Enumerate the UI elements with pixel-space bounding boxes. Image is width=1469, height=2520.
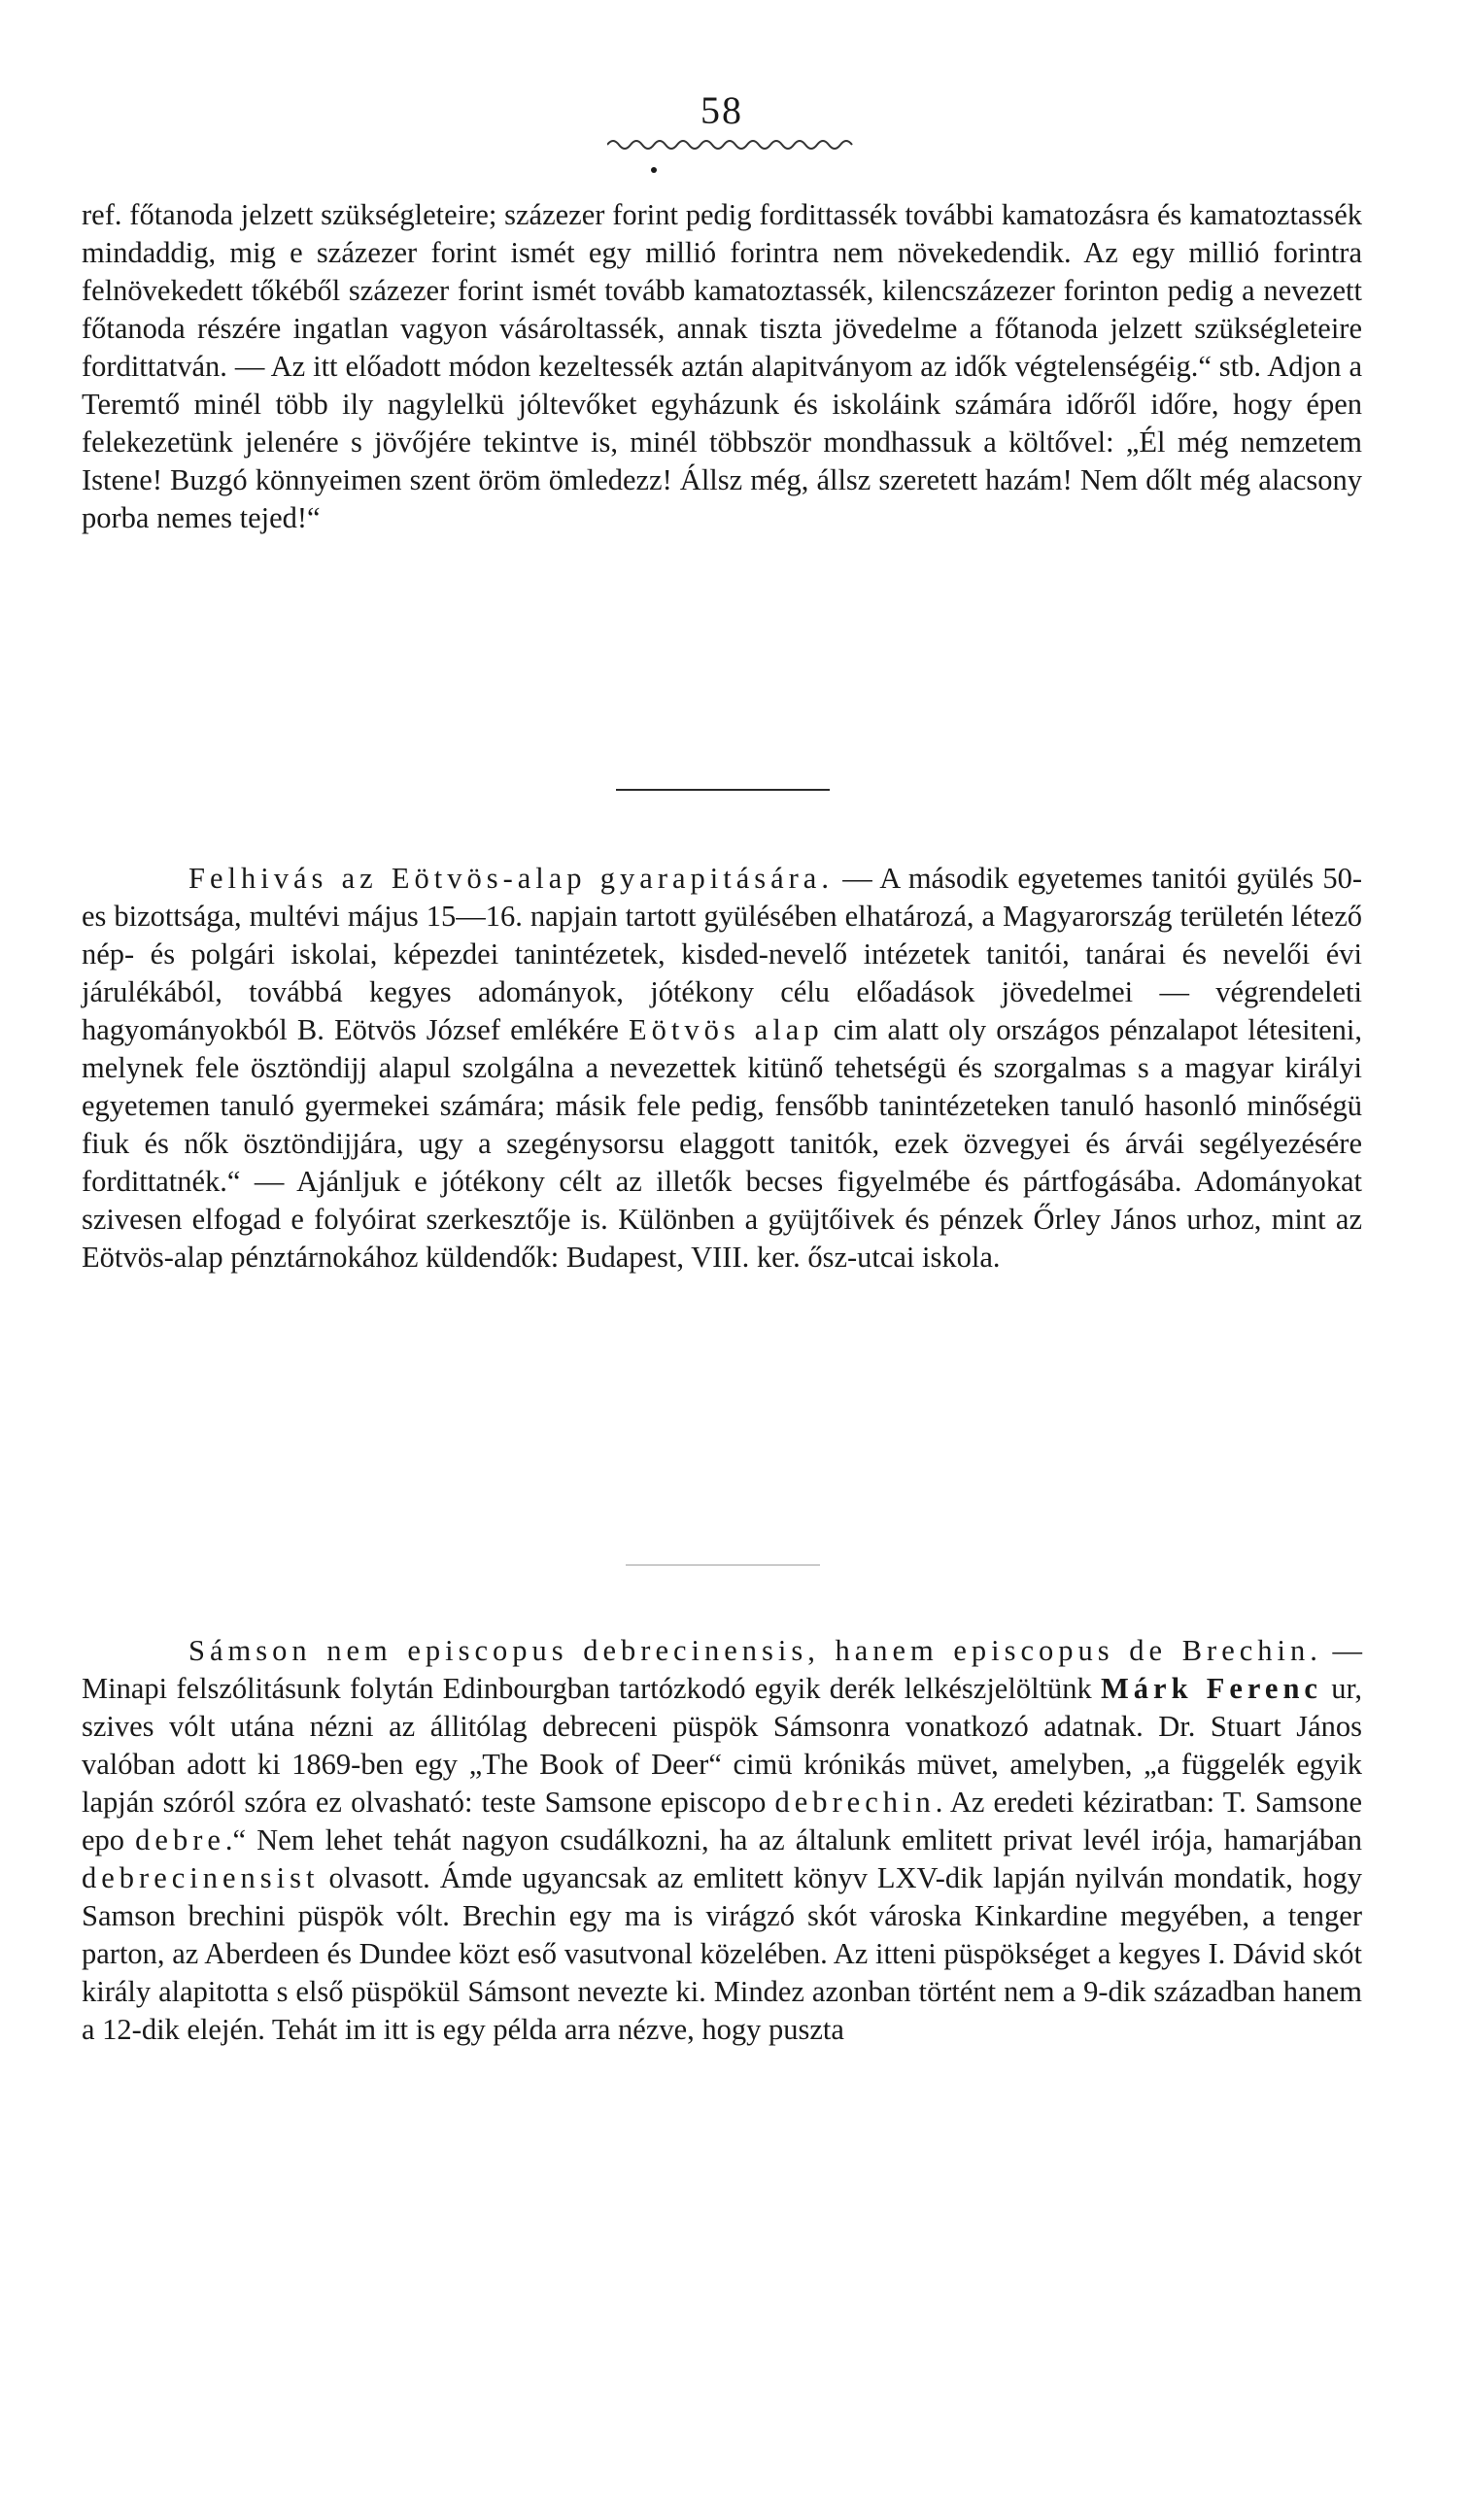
page-number: 58 <box>700 88 743 132</box>
wavy-ornament-icon <box>607 136 860 150</box>
emphasis-text: debre <box>135 1823 225 1856</box>
text-segment: cim alatt oly országos pénzalapot létesiteni, melynek fele ösztöndijj alapul szolgálna a nevezettek kitünő tehetségü és szorgalmas s a magyar királyi egyetemen tanuló gyermekei számára; másik fele pedig, fensőbb tanintézeteken tanuló hasonló minőségü fiuk és nők ösztöndijjára, ugy a szegénysorsu elaggott tanitók, ezek özvegyei és árvái segélyezésére fordittatnék.“ — Ajánljuk e jótékony célt az illetők becses figyelmébe és pártfogásába. Adományokat szivesen elfogad e folyóirat szerkesztője is. Különben a gyüjtőivek és pénzek Őrley János urhoz, mint az Eötvös-alap pénztárnokához küldendők: Budapest, VIII. ker. ősz-utcai iskola. <box>82 1013 1362 1274</box>
emphasis-text: Eötvös alap <box>628 1013 824 1046</box>
ornament-dot <box>651 167 657 173</box>
emphasis-text: debrecinensist <box>82 1861 320 1894</box>
section-heading: Sámson nem episcopus debrecinensis, hanem episcopus de Brechin. <box>188 1634 1322 1667</box>
section-divider-faint <box>626 1564 820 1566</box>
text-segment: ref. főtanoda jelzett szükségleteire; százezer forint pedig fordittassék további kamatozásra és kamatoztassék mindaddig, mig e százezer forint ismét egy millió forintra nem növekedendik. Az egy millió forintra felnövekedett tőkéből százezer forint ismét tovább kamatoztassék, kilencszázezer forinton pedig a nevezett főtanoda részére ingatlan vagyon vásároltassék, annak tiszta jövedelme a főtanoda jelzett szükségleteire fordittatván. — Az itt előadott módon kezeltessék aztán alapitványom az idők végtelenségéig.“ stb. Adjon a Teremtő minél több ily nagylelkü jóltevőket egyházunk és iskoláink számára időről időre, hogy épen felekezetünk jelenére s jövőjére tekintve is, minél többször mondhassuk a költővel: „Él még nemzetem Istene! Buzgó könnyeimen szent öröm ömledezz! Állsz még, állsz szeretett hazám! Nem dőlt még alacsony porba nemes tejed!“ <box>82 198 1362 534</box>
emphasis-name: Márk Ferenc <box>1101 1672 1322 1705</box>
emphasis-text: debrechin <box>774 1786 936 1819</box>
section-divider <box>616 789 830 791</box>
text-segment: olvasott. Ámde ugyancsak az emlitett könyv LXV-dik lapján nyilván mondatik, hogy Samson brechini püspök vólt. Brechin egy ma is virágzó skót városka Kinkardine megyében, a tenger parton, az Aberdeen és Dundee közt eső vasutvonal közelében. Az itteni püspökséget a kegyes I. Dávid skót király alapitotta s első püspökül Sámsont nevezte ki. Mindez azonban történt nem a 9-dik században hanem a 12-dik elején. Tehát im itt is egy példa arra nézve, hogy puszta <box>82 1861 1362 2046</box>
text-segment: — Minapi felszólitásunk folytán Edinbourgban tartózkodó egyik derék lelkészjelöltünk <box>82 1634 1363 1705</box>
text-segment: ur, szives vólt utána nézni az állitólag debreceni püspök Sámsonra vonatkozó adatnak. Dr. Stuart János valóban adott ki 1869-ben egy „The Book of Deer“ cimü krónikás müvet, amelyben, „a függelék egyik lapján szóról szóra ez olvasható: teste Samsone episcopo <box>82 1672 1363 1819</box>
paragraph-samson <box>82 1632 1362 2049</box>
text-segment: .“ Nem lehet tehát nagyon csudálkozni, ha az általunk emlitett privat levél irója, hamarjában <box>224 1823 1362 1856</box>
text-segment: . Az eredeti kéziratban: T. Samsone epo <box>82 1786 1362 1856</box>
paragraph-continuation <box>82 196 1362 537</box>
paragraph-eotvos-alap <box>82 860 1362 1277</box>
section-heading: Felhivás az Eötvös-alap gyarapitására. <box>188 862 834 895</box>
text-segment: — A második egyetemes tanitói gyülés 50-es bizottsága, multévi május 15—16. napjain tartott gyülésében elhatározá, a Magyarország területén létező nép- és polgári iskolai, képezdei tanintézetek, kisded-nevelő intézetek tanitói, tanárai és nevelői évi járulékából, továbbá kegyes adományok, jótékony célu előadások jövedelmei — végrendeleti hagyományokból B. Eötvös József emlékére <box>82 862 1363 1046</box>
